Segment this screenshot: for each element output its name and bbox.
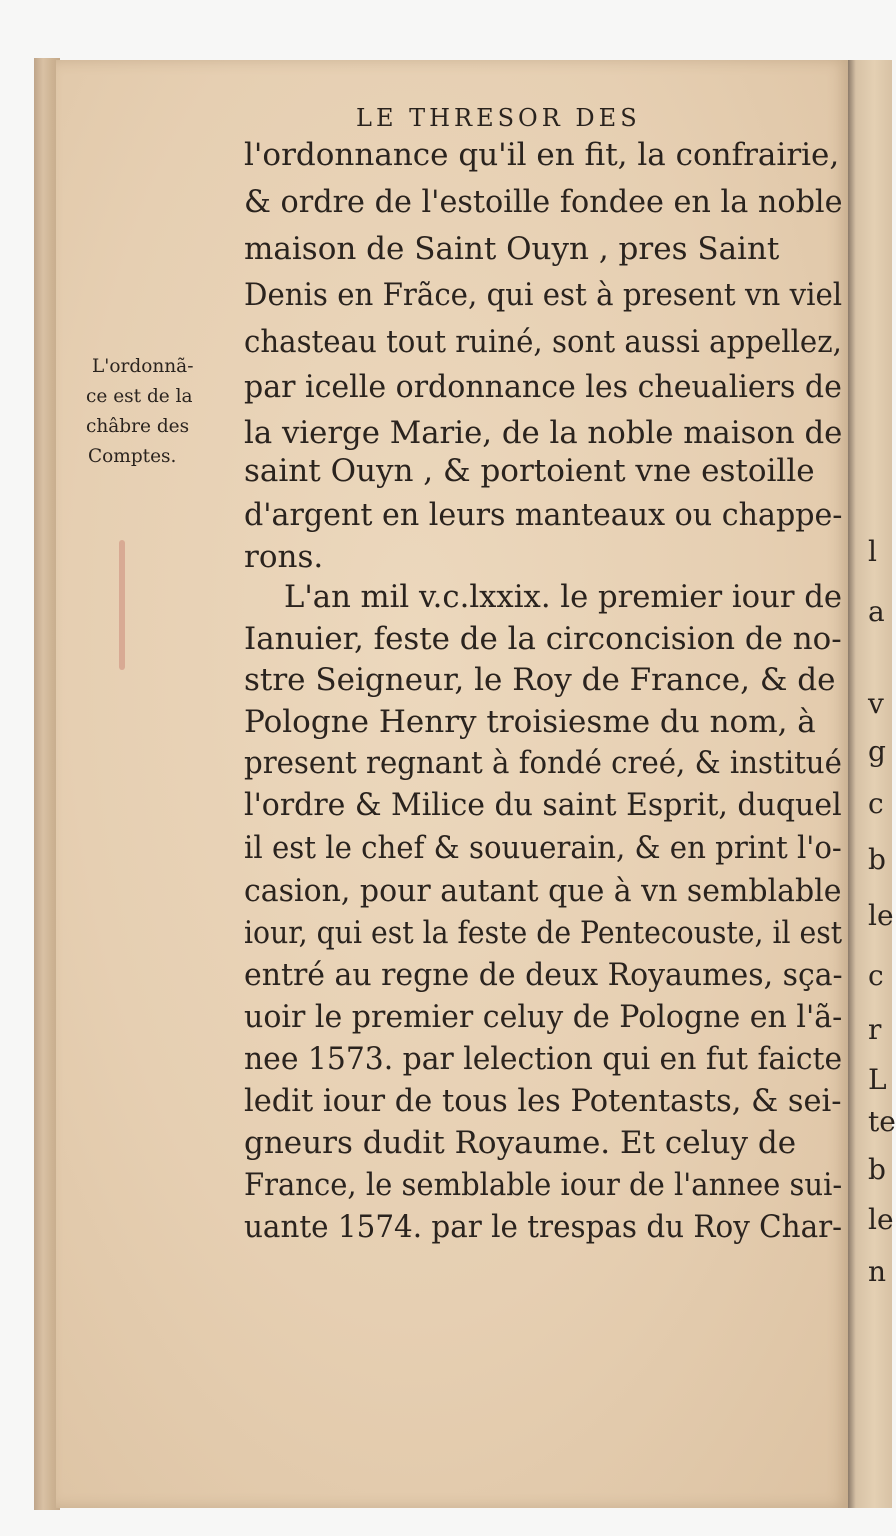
text-line: uante 1574. par le trespas du Roy Char- xyxy=(244,1209,843,1245)
margin-note-line: châbre des xyxy=(86,416,190,437)
text-line: l'ordre & Milice du saint Esprit, duquel xyxy=(244,787,842,823)
facing-page-letter: b xyxy=(868,843,886,876)
facing-page-letter: g xyxy=(868,735,886,768)
text-line: Ianuier, feste de la circoncision de no- xyxy=(244,621,842,657)
text-line: entré au regne de deux Royaumes, sça- xyxy=(244,957,843,993)
text-line: nee 1573. par lelection qui en fut faicte xyxy=(244,1041,843,1077)
margin-note-line: Comptes. xyxy=(88,446,177,467)
margin-note-line: ce est de la xyxy=(86,386,193,407)
facing-page-letter: n xyxy=(868,1255,887,1288)
facing-page-letter: r xyxy=(868,1013,882,1046)
text-line: & ordre de l'estoille fondee en la noble xyxy=(244,184,843,220)
facing-page-letter: l xyxy=(868,535,877,568)
facing-page-letter: te xyxy=(868,1105,896,1138)
text-line: iour, qui est la feste de Pentecouste, il est xyxy=(244,915,843,951)
text-line: chasteau tout ruiné, sont aussi appellez, xyxy=(244,324,842,360)
facing-page-letter: L xyxy=(868,1063,887,1096)
text-line: par icelle ordonnance les cheualiers de xyxy=(244,369,842,405)
text-line: la vierge Marie, de la noble maison de xyxy=(244,415,843,451)
text-line: saint Ouyn , & portoient vne estoille xyxy=(244,453,815,489)
text-line: d'argent en leurs manteaux ou chappe- xyxy=(244,497,843,533)
text-line: rons. xyxy=(244,539,324,575)
red-stain xyxy=(119,540,125,670)
text-line: casion, pour autant que à vn semblable xyxy=(244,873,842,909)
text-line: gneurs dudit Royaume. Et celuy de xyxy=(244,1125,797,1161)
text-line: uoir le premier celuy de Pologne en l'ã- xyxy=(244,999,843,1035)
facing-page-letter: a xyxy=(868,595,885,628)
running-head: LE THRESOR DES xyxy=(356,104,641,132)
margin-note-line: L'ordonnã- xyxy=(92,356,194,377)
margin-note xyxy=(86,352,236,472)
text-line: ledit iour de tous les Potentasts, & sei- xyxy=(244,1083,842,1119)
facing-page-letter: b xyxy=(868,1153,886,1186)
text-line: France, le semblable iour de l'annee sui- xyxy=(244,1167,843,1203)
text-line: Denis en Frãce, qui est à present vn viel xyxy=(244,277,843,313)
text-line: present regnant à fondé creé, & institué xyxy=(244,745,842,781)
text-line: l'ordonnance qu'il en fit, la confrairie, xyxy=(244,137,840,173)
facing-page-letter: le xyxy=(868,899,894,932)
facing-page-letter: c xyxy=(868,959,884,992)
facing-page-letter: c xyxy=(868,787,884,820)
facing-page-letter: le xyxy=(868,1203,894,1236)
text-line: stre Seigneur, le Roy de France, & de xyxy=(244,662,836,698)
text-line: il est le chef & souuerain, & en print l'o- xyxy=(244,830,842,866)
text-line: L'an mil v.c.lxxix. le premier iour de xyxy=(284,579,843,615)
text-line: maison de Saint Ouyn , pres Saint xyxy=(244,231,780,267)
facing-page-letter: v xyxy=(868,687,884,720)
text-line: Pologne Henry troisiesme du nom, à xyxy=(244,704,816,740)
facing-page xyxy=(848,60,896,1508)
